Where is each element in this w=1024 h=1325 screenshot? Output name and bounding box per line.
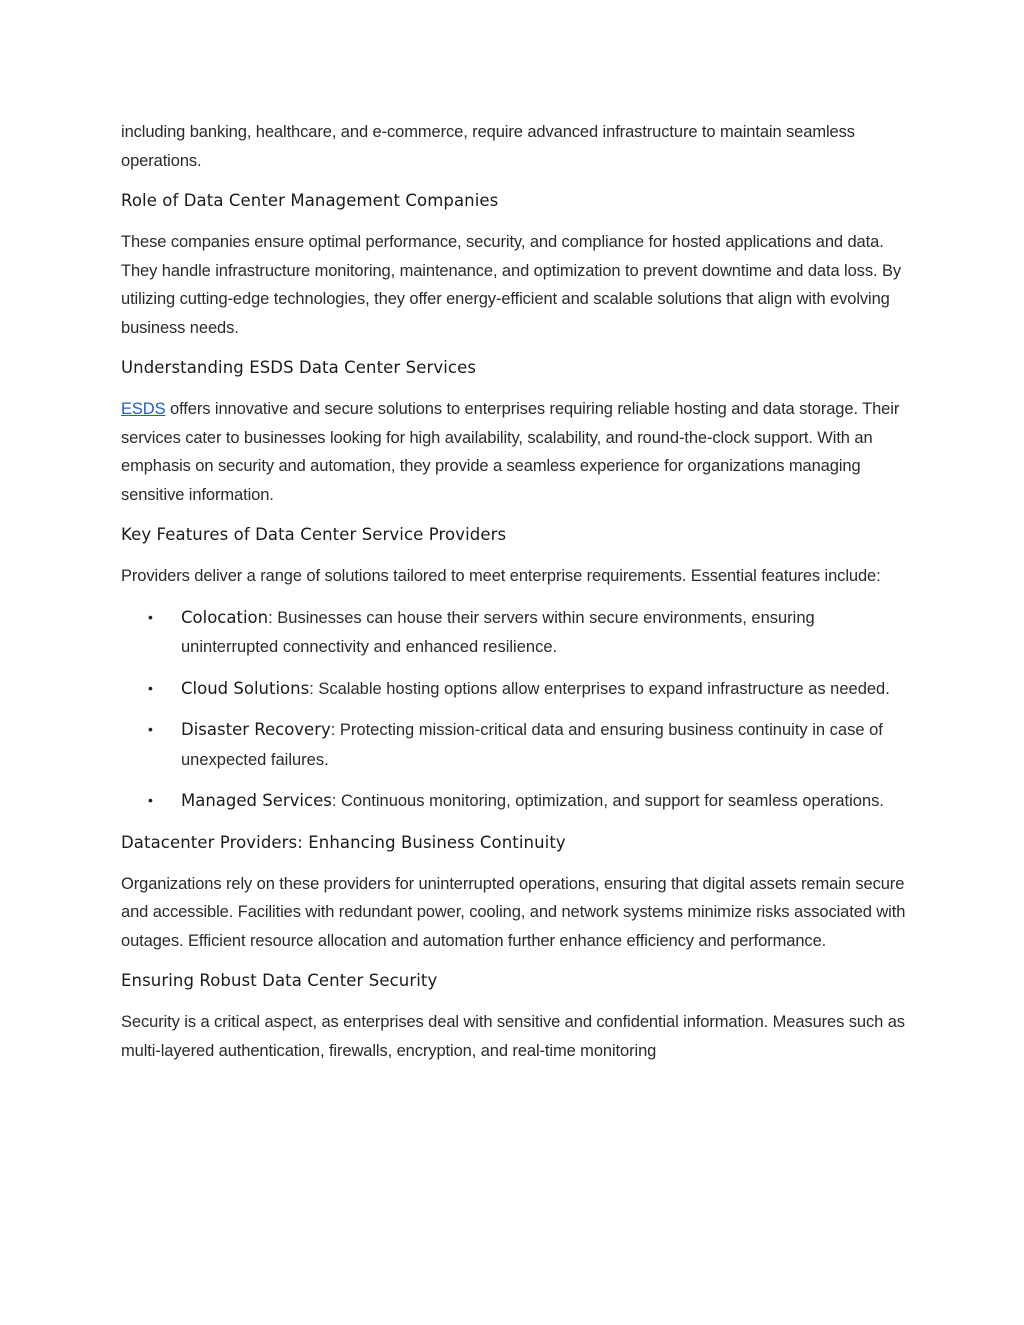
list-item (121, 786, 911, 817)
feature-description: : Scalable hosting options allow enterprises to expand infrastructure as needed. (309, 679, 890, 698)
paragraph-role-of-management-companies: These companies ensure optimal performance, security, and compliance for hosted applications and data. They handle infrastructure monitoring, maintenance, and optimization to prevent downtime and data loss. By utilizing cutting-edge technologies, they offer energy-efficient and scalable solutions that align with evolving business needs. (121, 233, 902, 337)
paragraph-data-center-security: Security is a critical aspect, as enterprises deal with sensitive and confidential information. Measures such as multi-layered authentication, firewalls, encryption, and real-time monitoring (121, 1013, 905, 1060)
paragraph-understanding-esds (121, 395, 911, 509)
heading-role-of-management-companies: Role of Data Center Management Companies (121, 191, 499, 210)
paragraph-key-features: Providers deliver a range of solutions tailored to meet enterprise requirements. Essential features include: (121, 567, 881, 585)
heading-business-continuity: Datacenter Providers: Enhancing Business Continuity (121, 832, 566, 852)
esds-link[interactable]: ESDS (121, 400, 166, 418)
intro-paragraph: including banking, healthcare, and e-commerce, require advanced infrastructure to maintain seamless operations. (121, 123, 855, 170)
heading-data-center-security: Ensuring Robust Data Center Security (121, 971, 438, 990)
bullet-icon: • (148, 792, 153, 808)
feature-term: Disaster Recovery (181, 720, 331, 739)
feature-term: Cloud Solutions (181, 678, 310, 698)
paragraph-understanding-esds-text: offers innovative and secure solutions to enterprises requiring reliable hosting and data storage. Their services cater to businesses looking for high availability, scalability, and round-the-clock support. With an emphasis on security and automation, they provide a seamless experience for organizations managing sensitive information. (121, 400, 900, 504)
bullet-icon: • (148, 721, 153, 737)
heading-understanding-esds: Understanding ESDS Data Center Services (121, 358, 477, 377)
features-list (121, 603, 911, 817)
bullet-icon: • (148, 608, 153, 625)
feature-description: : Protecting mission-critical data and ensuring business continuity in case of unexpected failures. (181, 721, 883, 769)
list-item (121, 715, 911, 775)
paragraph-business-continuity: Organizations rely on these providers for uninterrupted operations, ensuring that digital assets remain secure and accessible. Facilities with redundant power, cooling, and network systems minimize risks associated with outages. Efficient resource allocation and automation further enhance efficiency and performance. (121, 874, 906, 950)
feature-description: : Continuous monitoring, optimization, and support for seamless operations. (331, 792, 884, 810)
feature-term: Managed Services (181, 791, 332, 810)
document-page (121, 118, 911, 1077)
bullet-icon: • (148, 679, 153, 696)
feature-term: Colocation (181, 607, 269, 627)
list-item (121, 674, 911, 705)
heading-key-features: Key Features of Data Center Service Providers (121, 525, 507, 544)
feature-description: : Businesses can house their servers within secure environments, ensuring uninterrupted connectivity and enhanced resilience. (181, 608, 815, 656)
list-item (121, 603, 911, 663)
